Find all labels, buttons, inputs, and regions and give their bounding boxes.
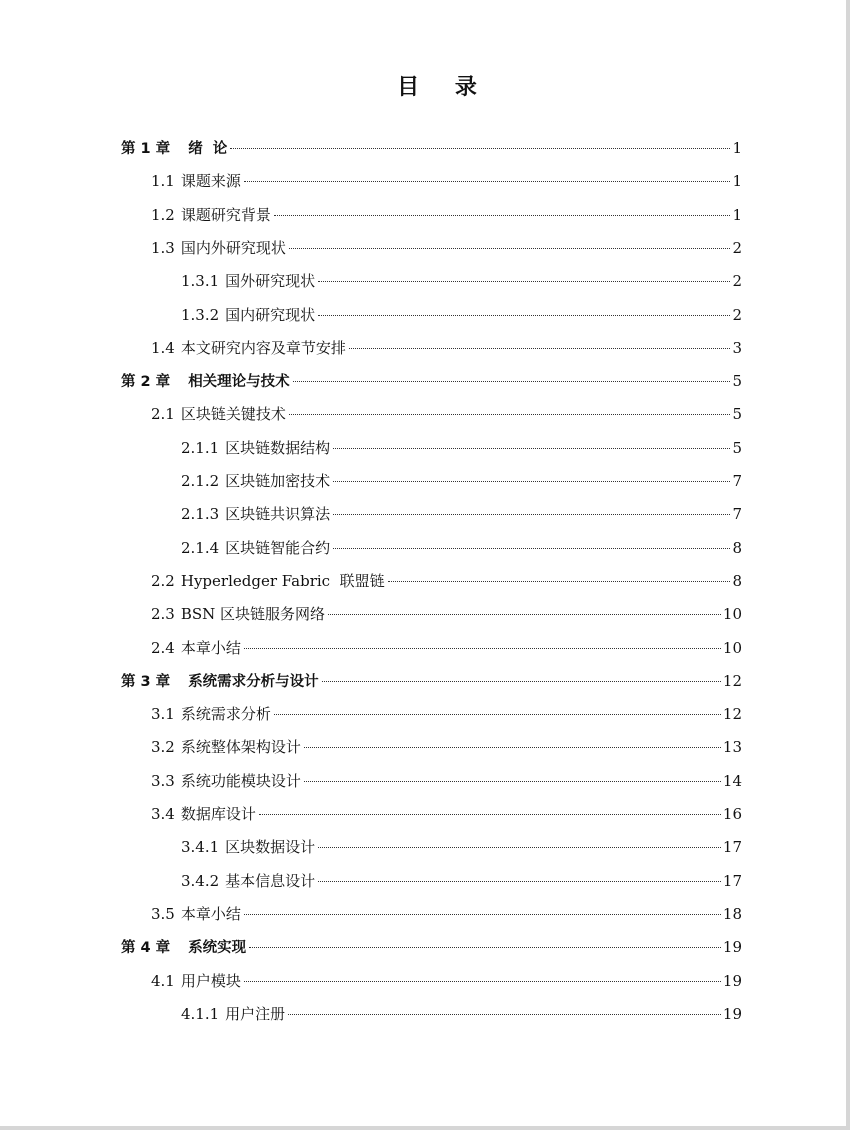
toc-entry-page-number: 5: [732, 405, 742, 424]
toc-entry-label: [181, 303, 315, 327]
dot-leader: [388, 581, 731, 582]
toc-entry-number: 1.3.1: [181, 272, 220, 291]
toc-entry-label: [121, 670, 319, 694]
toc-entry-label: [181, 469, 330, 493]
toc-entry[interactable]: [181, 869, 742, 893]
toc-entry[interactable]: [181, 502, 742, 526]
toc-entry-page-number: 3: [732, 338, 742, 357]
toc-entry-page-number: 14: [722, 771, 742, 790]
toc-entry[interactable]: [151, 402, 742, 426]
toc-entry-label: [181, 869, 315, 893]
toc-entry-number: 2.1: [151, 405, 175, 424]
toc-entry-label: [121, 137, 227, 161]
toc-entry-number: 2.1.2: [181, 472, 220, 490]
dot-leader: [322, 681, 721, 682]
toc-entry-title: BSN 区块链服务网络: [180, 605, 326, 624]
toc-entry-label: [151, 902, 241, 926]
toc-entry-title: 国内外研究现状: [180, 238, 286, 257]
toc-entry-page-number: 1: [732, 139, 742, 157]
toc-entry-title: 课题来源: [180, 172, 241, 191]
toc-entry[interactable]: [151, 336, 742, 360]
toc-entry-number: 3.4.2: [181, 871, 220, 890]
dot-leader: [333, 514, 730, 515]
dot-leader: [274, 714, 721, 715]
toc-entry-title: 课题研究背景: [180, 205, 271, 224]
toc-entry-title: 国内研究现状: [225, 305, 316, 324]
dot-leader: [318, 315, 730, 316]
toc-entry-title: 区块链数据结构: [225, 438, 331, 457]
toc-entry-page-number: 10: [722, 605, 742, 624]
toc-entry-page-number: 19: [722, 971, 742, 990]
dot-leader: [274, 215, 731, 216]
toc-entry-title: Hyperledger Fabric 联盟链: [180, 571, 385, 590]
toc-entry[interactable]: [151, 769, 742, 793]
dot-leader: [289, 414, 731, 415]
dot-leader: [259, 814, 721, 815]
toc-entry-page-number: 8: [732, 571, 742, 590]
toc-entry-label: [121, 936, 246, 960]
toc-entry-label: [151, 636, 241, 660]
dot-leader: [293, 381, 731, 382]
toc-entry-number: 2.1.1: [181, 438, 220, 457]
toc-entry-title: 系统实现: [188, 940, 247, 957]
toc-entry-label: [151, 735, 301, 759]
toc-entry[interactable]: [151, 602, 742, 626]
toc-entry-page-number: 18: [722, 904, 742, 923]
toc-entry-title: 系统需求分析: [180, 705, 271, 724]
toc-entry-page-number: 7: [732, 472, 742, 490]
dot-leader: [333, 448, 730, 449]
dot-leader: [244, 648, 721, 649]
toc-entry-page-number: 8: [732, 538, 742, 557]
toc-entry[interactable]: [151, 735, 742, 759]
toc-entry-page-number: 10: [722, 638, 742, 657]
toc-entry-page-number: 7: [732, 505, 742, 524]
dot-leader: [349, 348, 731, 349]
toc-entry-page-number: 17: [722, 871, 742, 890]
toc-entry-page-number: 1: [732, 172, 742, 191]
toc-entry-label: [151, 602, 325, 626]
dot-leader: [244, 981, 721, 982]
toc-entry-number: 3.2: [151, 738, 175, 757]
toc-entry-label: [151, 336, 346, 360]
toc-entry[interactable]: [121, 136, 742, 160]
toc-entry-label: [151, 802, 256, 826]
toc-entry-page-number: 19: [722, 1004, 742, 1023]
toc-entry-number: 4.1.1: [181, 1004, 220, 1023]
toc-entry-page-number: 5: [732, 438, 742, 457]
toc-entry-label: [151, 702, 271, 726]
toc-entry-title: 系统需求分析与设计: [188, 673, 319, 690]
toc-entry[interactable]: [181, 436, 742, 460]
toc-entry-title: 相关理论与技术: [188, 374, 290, 391]
toc-entry-number: 2.4: [151, 638, 175, 657]
toc-entry-number: 1.2: [151, 205, 175, 224]
toc-entry-title: 基本信息设计: [225, 871, 316, 890]
dot-leader: [244, 181, 731, 182]
toc-entry-number: 1.1: [151, 172, 175, 191]
toc-entry-title: 国外研究现状: [225, 272, 316, 291]
toc-entry[interactable]: [151, 236, 742, 260]
toc-entry-title: 区块链智能合约: [225, 538, 331, 557]
toc-entry-title: 区块链共识算法: [225, 505, 331, 524]
toc-entry[interactable]: [181, 1002, 742, 1026]
dot-leader: [318, 847, 721, 848]
toc-entry-title: 区块链加密技术: [225, 472, 331, 490]
toc-entry[interactable]: [181, 303, 742, 327]
toc-entry-page-number: 2: [732, 305, 742, 324]
toc-entry-title: 用户注册: [225, 1004, 286, 1023]
toc-entry[interactable]: [181, 469, 742, 493]
dot-leader: [289, 248, 731, 249]
toc-entry[interactable]: [151, 203, 742, 227]
toc-entry-title: 本章小结: [180, 638, 241, 657]
toc-entry-page-number: 2: [732, 238, 742, 257]
toc-entry-label: [151, 969, 241, 993]
toc-entry-label: [151, 402, 286, 426]
toc-entry-label: [181, 835, 315, 859]
toc-entry-title: 本章小结: [180, 904, 241, 923]
toc-entry-number: 3.4: [151, 805, 175, 823]
toc-entry[interactable]: [151, 569, 742, 593]
toc-entry-page-number: 1: [732, 205, 742, 224]
dot-leader: [318, 881, 721, 882]
toc-entry-title: 绪 论: [188, 141, 228, 157]
toc-entry-label: [181, 536, 330, 560]
toc-entry-label: [181, 436, 330, 460]
dot-leader: [304, 747, 721, 748]
toc-entry-number: 第 1 章: [121, 141, 171, 157]
dot-leader: [249, 947, 721, 948]
toc-entry-title: 系统功能模块设计: [180, 771, 301, 790]
toc-entry[interactable]: [121, 669, 742, 693]
toc-entry-label: [151, 169, 241, 193]
toc-entry-title: 系统整体架构设计: [180, 738, 301, 757]
dot-leader: [333, 481, 730, 482]
toc-entry[interactable]: [151, 802, 742, 826]
toc-entry-title: 数据库设计: [180, 805, 256, 823]
toc-entry-label: [181, 269, 315, 293]
dot-leader: [230, 148, 730, 149]
toc-entry-page-number: 12: [722, 705, 742, 724]
toc-entry-number: 2.2: [151, 571, 175, 590]
toc-entry-page-number: 2: [732, 272, 742, 291]
toc-entry-title: 用户模块: [180, 971, 241, 990]
toc-entry-title: 区块数据设计: [225, 838, 316, 857]
toc-entry-page-number: 19: [722, 938, 742, 957]
dot-leader: [244, 914, 721, 915]
toc-entry-number: 第 3 章: [121, 673, 171, 690]
toc-entry[interactable]: [151, 636, 742, 660]
toc-entry-number: 1.3.2: [181, 305, 220, 324]
toc-entry[interactable]: [121, 369, 742, 393]
toc-entry-page-number: 17: [722, 838, 742, 857]
toc-entry-label: [181, 1002, 285, 1026]
toc-entry-number: 4.1: [151, 971, 175, 990]
toc-entry[interactable]: [181, 269, 742, 293]
toc-entry-label: [151, 769, 301, 793]
toc-entry-number: 3.5: [151, 904, 175, 923]
toc-entry[interactable]: [151, 702, 742, 726]
toc-entry-title: 区块链关键技术: [180, 405, 286, 424]
toc-entry-number: 2.1.4: [181, 538, 220, 557]
toc-entry-title: 本文研究内容及章节安排: [180, 338, 346, 357]
toc-entry-page-number: 13: [722, 738, 742, 757]
toc-entry[interactable]: [121, 935, 742, 959]
dot-leader: [328, 614, 721, 615]
toc-entry-page-number: 5: [732, 372, 742, 391]
toc-entry-label: [151, 569, 385, 593]
toc-entry[interactable]: [151, 969, 742, 993]
toc-entry-page-number: 16: [722, 805, 742, 823]
toc-entry-label: [151, 236, 286, 260]
toc-entry-page-number: 12: [722, 671, 742, 690]
toc-entry-number: 1.4: [151, 338, 175, 357]
toc-entry-number: 2.1.3: [181, 505, 220, 524]
toc-entry-label: [121, 370, 290, 394]
toc-entry[interactable]: [181, 536, 742, 560]
dot-leader: [288, 1014, 721, 1015]
toc-entry-number: 2.3: [151, 605, 175, 624]
page-title: 目 录: [397, 75, 491, 100]
toc-entry-number: 3.3: [151, 771, 175, 790]
toc-entry-label: [151, 203, 271, 227]
dot-leader: [318, 281, 730, 282]
toc-entry-number: 3.1: [151, 705, 175, 724]
dot-leader: [333, 548, 730, 549]
toc-entry-label: [181, 502, 330, 526]
dot-leader: [304, 781, 721, 782]
toc-entry-number: 第 2 章: [121, 374, 171, 391]
toc-entry[interactable]: [151, 902, 742, 926]
toc-entry-number: 第 4 章: [121, 940, 171, 957]
toc-entry-number: 1.3: [151, 238, 175, 257]
toc-entry-number: 3.4.1: [181, 838, 220, 857]
toc-entry[interactable]: [151, 169, 742, 193]
toc-entry[interactable]: [181, 835, 742, 859]
